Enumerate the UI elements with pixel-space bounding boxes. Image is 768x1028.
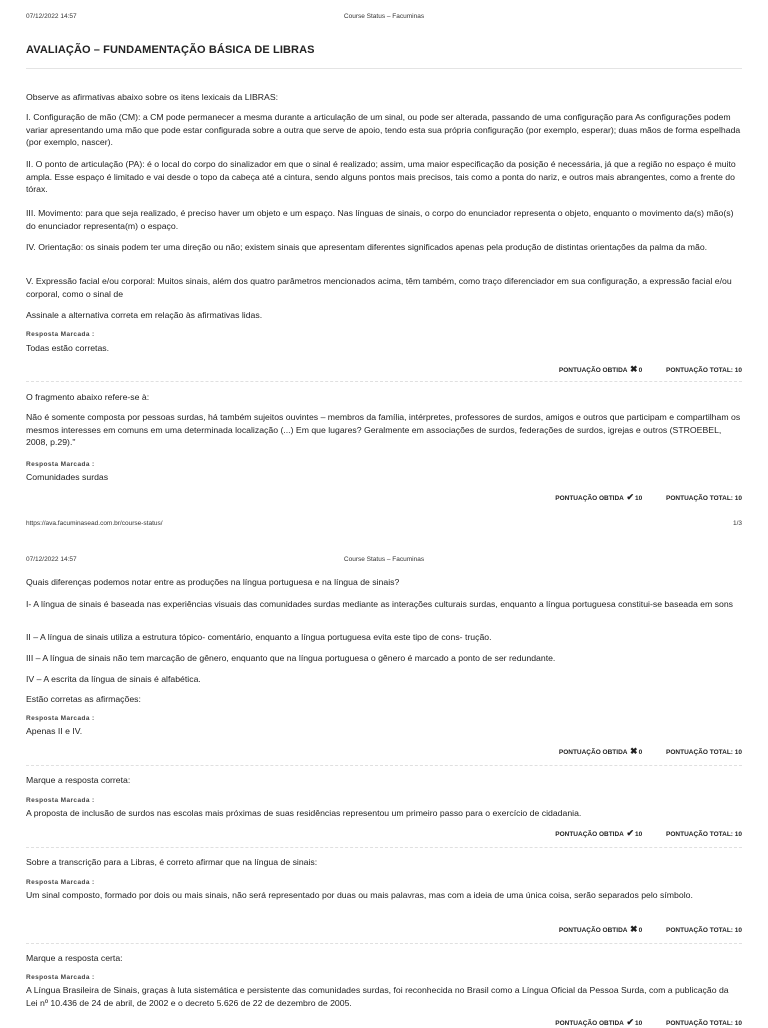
score-total: PONTUAÇÃO TOTAL: 10 — [666, 831, 742, 838]
print-page-number: 1/3 — [732, 520, 742, 527]
q1-statement-iv: IV. Orientação: os sinais podem ter uma direção ou não; existem sinais que apresentam diferentes significados apenas pela produção de distintas orientações da palma da mão. — [26, 242, 708, 252]
q6-intro: Marque a resposta certa: — [26, 953, 123, 963]
q1-statement-iii: III. Movimento: para que seja realizado, é preciso haver um objeto e um espaço. Nas línguas de sinais, o corpo do enunciador representa o objeto, enquanto o movimento da(s) mão(s) do enunciador representa(m) o espaço. — [26, 208, 734, 231]
q3-statement-iv: IV – A escrita da língua de sinais é alfabética. — [26, 674, 201, 684]
check-icon: ✔ — [626, 492, 634, 502]
score-obtained-value: 0 — [638, 367, 643, 374]
print-page-title: Course Status – Facuminas — [343, 13, 425, 20]
score-obtained-value: 10 — [634, 1020, 643, 1027]
q2-intro: O fragmento abaixo refere-se à: — [26, 392, 150, 402]
q1-statement-v: V. Expressão facial e/ou corporal: Muitos sinais, além dos quatro parâmetros mencionados acima, têm também, como traço diferenciador em sua configuração, a expressão facial e/ou corporal, como o sinal de — [26, 276, 732, 299]
score-obtained-value: 10 — [634, 495, 643, 502]
score-obtained-value: 0 — [638, 927, 643, 934]
score-obtained-value: 0 — [638, 749, 643, 756]
score-total: PONTUAÇÃO TOTAL: 10 — [666, 1020, 742, 1027]
q1-statement-i: I. Configuração de mão (CM): a CM pode permanecer a mesma durante a articulação de um sinal, ou pode ser alterada, passando de uma configuração para As configurações podem variar apresentando uma mão que pode estar configurada sobre a outra que serve de apoio, tendo esta sua própria configuração (por exemplo, esperar); duas mãos de forma espelhada (por exemplo, nascer). — [26, 112, 741, 148]
q5-score — [559, 924, 742, 935]
q6-score — [555, 1017, 742, 1028]
q1-intro: Observe as afirmativas abaixo sobre os itens lexicais da LIBRAS: — [26, 92, 279, 102]
q5-answer: Um sinal composto, formado por dois ou mais sinais, não será representado por duas ou mais palavras, mas com a ideia de uma única coisa, serão separados pelo símbolo. — [26, 890, 693, 900]
q4-intro: Marque a resposta correta: — [26, 775, 131, 785]
score-obtained-label: PONTUAÇÃO OBTIDA — [558, 367, 628, 374]
wrong-icon: ✖ — [630, 364, 638, 374]
q2-score — [555, 492, 742, 503]
q1-statement-ii: II. O ponto de articulação (PA): é o local do corpo do sinalizador em que o sinal é realizado; assim, uma maior especificação da posição é necessária, já que a região no espaço é muito ampla. Esse espaço é limitado e vai desde o topo da cabeça até a cintura, sendo alguns pontos mais precisos, tais como a ponta do nariz, e outros mais abrangentes, como a frente do tórax. — [26, 159, 736, 195]
q3-answer-label: Resposta Marcada : — [26, 715, 95, 722]
question-divider — [26, 765, 742, 766]
q4-answer: A proposta de inclusão de surdos nas escolas mais próximas de suas residências representou um primeiro passo para o exercício de cidadania. — [26, 808, 582, 818]
score-obtained-value: 10 — [634, 831, 643, 838]
wrong-icon: ✖ — [630, 924, 638, 934]
q1-answer-label: Resposta Marcada : — [26, 331, 95, 338]
q3-statement-i: I- A língua de sinais é baseada nas experiências visuais das comunidades surdas mediante as interações culturais surdas, enquanto a língua portuguesa constitui-se baseada em sons — [26, 599, 734, 609]
print-page-title: Course Status – Facuminas — [343, 556, 425, 563]
score-total: PONTUAÇÃO TOTAL: 10 — [666, 367, 742, 374]
q5-answer-label: Resposta Marcada : — [26, 879, 95, 886]
q3-score — [559, 746, 742, 757]
score-obtained-label: PONTUAÇÃO OBTIDA — [555, 495, 624, 502]
page-title: AVALIAÇÃO – FUNDAMENTAÇÃO BÁSICA DE LIBRAS — [26, 44, 315, 56]
q3-answer: Apenas II e IV. — [26, 726, 83, 736]
q4-answer-label: Resposta Marcada : — [26, 797, 95, 804]
q1-answer: Todas estão corretas. — [26, 343, 110, 353]
print-url[interactable]: https://ava.facuminasead.com.br/course-status/ — [26, 520, 163, 527]
q4-score — [555, 828, 742, 839]
q2-text: Não é somente composta por pessoas surdas, há também sujeitos ouvintes – membros da família, intérpretes, professores de surdos, amigos e outros que participam e compartilham os mesmos interesses em comuns em uma determinada localização (...) Em que lugares? Geralmente em associações de surdos, federações de surdos, igrejas e outros (STROEBEL, 2008, p.29)." — [26, 412, 741, 448]
q3-statement-iii: III – A língua de sinais não tem marcação de gênero, enquanto que na língua portuguesa o gênero é marcado a ponto de ser redundante. — [26, 653, 556, 663]
question-divider — [26, 381, 742, 382]
check-icon: ✔ — [626, 1017, 634, 1027]
q2-answer-label: Resposta Marcada : — [26, 461, 95, 468]
q5-intro: Sobre a transcrição para a Libras, é correto afirmar que na língua de sinais: — [26, 857, 318, 867]
q3-prompt: Estão corretas as afirmações: — [26, 694, 141, 704]
q3-intro: Quais diferenças podemos notar entre as produções na língua portuguesa e na língua de sinais? — [26, 577, 400, 587]
wrong-icon: ✖ — [630, 746, 638, 756]
q6-answer-label: Resposta Marcada : — [26, 974, 95, 981]
score-obtained-label: PONTUAÇÃO OBTIDA — [555, 1020, 624, 1027]
print-datetime: 07/12/2022 14:57 — [26, 13, 77, 20]
title-divider — [26, 68, 742, 69]
score-total: PONTUAÇÃO TOTAL: 10 — [666, 749, 742, 756]
q1-score — [559, 364, 742, 375]
score-total: PONTUAÇÃO TOTAL: 10 — [666, 927, 742, 934]
q3-statement-ii: II – A língua de sinais utiliza a estrutura tópico- comentário, enquanto a língua portuguesa evita este tipo de cons- trução. — [26, 632, 492, 642]
score-obtained-label: PONTUAÇÃO OBTIDA — [558, 927, 628, 934]
q1-prompt: Assinale a alternativa correta em relação às afirmativas lidas. — [26, 310, 263, 320]
check-icon: ✔ — [626, 828, 634, 838]
print-datetime: 07/12/2022 14:57 — [26, 556, 77, 563]
score-obtained-label: PONTUAÇÃO OBTIDA — [555, 831, 624, 838]
question-divider — [26, 943, 742, 944]
score-total: PONTUAÇÃO TOTAL: 10 — [666, 495, 742, 502]
q2-answer: Comunidades surdas — [26, 472, 109, 482]
score-obtained-label: PONTUAÇÃO OBTIDA — [558, 749, 628, 756]
question-divider — [26, 847, 742, 848]
q6-answer: A Língua Brasileira de Sinais, graças à luta sistemática e persistente das comunidades surdas, foi reconhecida no Brasil como a Língua Oficial da Pessoa Surda, com a publicação da Lei nº 10.436 de 24 de abril, de 2002 e o decreto 5.626 de 22 de dezembro de 2005. — [26, 985, 729, 1008]
